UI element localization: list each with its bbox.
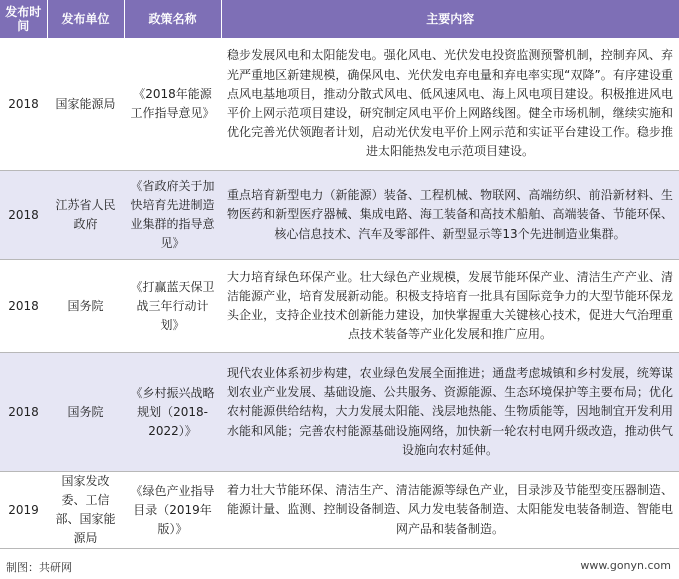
cell-year: 2019 [0, 472, 47, 549]
cell-policy: 《乡村振兴战略规划（2018-2022）》 [124, 353, 221, 472]
table-header-row [0, 0, 679, 38]
cell-content: 着力壮大节能环保、清洁生产、清洁能源等绿色产业，目录涉及节能型变压器制造、能源计量、监测、控制设备制造、风力发电装备制造、太阳能发电装备制造、智能电网产品和装备制造。 [221, 472, 679, 549]
cell-year: 2018 [0, 260, 47, 353]
cell-content: 现代农业体系初步构建，农业绿色发展全面推进；通盘考虑城镇和乡村发展，统筹谋划农业产业发展、基础设施、公共服务、资源能源、生态环境保护等主要布局；优化农村能源供给结构，大力发展太阳能、浅层地热能、生物质能等，因地制宜开发利用水能和风能；完善农村能源基础设施网络，加快新一轮农村电网升级改造，推动供气设施向农村延伸。 [221, 353, 679, 472]
cell-issuer: 江苏省人民政府 [47, 171, 124, 260]
cell-content: 稳步发展风电和太阳能发电。强化风电、光伏发电投资监测预警机制，控制弃风、弃光严重地区新建规模，确保风电、光伏发电弃电量和弃电率实现“双降”。有序建设重点风电基地项目，推动分散式风电、低风速风电、海上风电项目建设。积极推进风电平价上网示范项目建设，研究制定风电平价上网路线图。健全市场机制，继续实施和优化完善光伏领跑者计划，启动光伏发电平价上网示范和实证平台建设工作。稳步推进太阳能热发电示范项目建设。 [221, 38, 679, 171]
cell-issuer: 国家发改委、工信部、国家能源局 [47, 472, 124, 549]
header-issuer: 发布单位 [47, 0, 124, 38]
table-row [0, 472, 679, 549]
table-row [0, 353, 679, 472]
chart-source-caption: 制图：共研网 [6, 561, 72, 574]
cell-policy: 《省政府关于加快培育先进制造业集群的指导意见》 [124, 171, 221, 260]
header-year: 发布时间 [0, 0, 47, 38]
cell-content: 重点培育新型电力（新能源）装备、工程机械、物联网、高端纺织、前沿新材料、生物医药和新型医疗器械、集成电路、海工装备和高技术船舶、高端装备、节能环保、核心信息技术、汽车及零部件、新型显示等13个先进制造业集群。 [221, 171, 679, 260]
cell-policy: 《2018年能源工作指导意见》 [124, 38, 221, 171]
header-content: 主要内容 [221, 0, 679, 38]
cell-issuer: 国务院 [47, 353, 124, 472]
cell-year: 2018 [0, 171, 47, 260]
cell-policy: 《绿色产业指导目录（2019年版）》 [124, 472, 221, 549]
cell-issuer: 国家能源局 [47, 38, 124, 171]
table-row [0, 260, 679, 353]
table-row [0, 171, 679, 260]
table-row [0, 38, 679, 171]
cell-year: 2018 [0, 353, 47, 472]
cell-policy: 《打赢蓝天保卫战三年行动计划》 [124, 260, 221, 353]
cell-year: 2018 [0, 38, 47, 171]
cell-content: 大力培育绿色环保产业。壮大绿色产业规模，发展节能环保产业、清洁生产产业、清洁能源产业，培育发展新动能。积极支持培育一批具有国际竞争力的大型节能环保龙头企业，支持企业技术创新能力建设，加快掌握重大关键核心技术，促进大气治理重点技术装备等产业化发展和推广应用。 [221, 260, 679, 353]
source-url: www.gonyn.com [580, 559, 671, 572]
header-policy: 政策名称 [124, 0, 221, 38]
cell-issuer: 国务院 [47, 260, 124, 353]
